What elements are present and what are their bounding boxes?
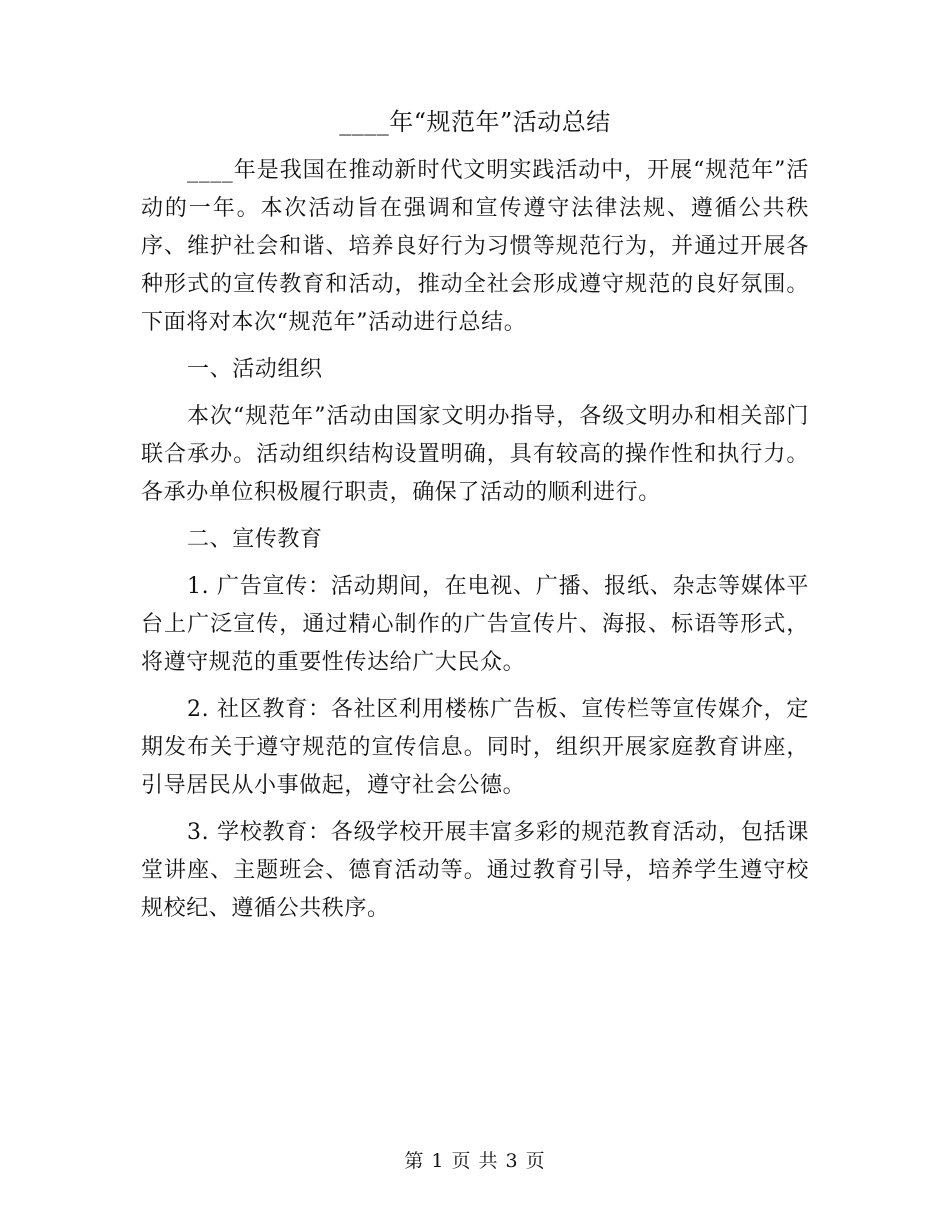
- paragraph-community: 2. 社区教育：各社区利用楼栋广告板、宣传栏等宣传媒介，定期发布关于遵守规范的宣传信息。同时，组织开展家庭教育讲座，引导居民从小事做起，遵守社会公德。: [141, 697, 809, 798]
- paragraph-organization: 本次“规范年”活动由国家文明办指导，各级文明办和相关部门联合承办。活动组织结构设置明确，具有较高的操作性和执行力。各承办单位积极履行职责，确保了活动的顺利进行。: [141, 404, 809, 505]
- section-heading-organization: 一、活动组织: [187, 357, 323, 382]
- document-body: [141, 152, 809, 937]
- section-heading-publicity: 二、宣传教育: [187, 527, 323, 552]
- paragraph-school: 3. 学校教育：各级学校开展丰富多彩的规范教育活动，包括课堂讲座、主题班会、德育活动等。通过教育引导，培养学生遵守校规校纪、遵循公共秩序。: [141, 820, 809, 921]
- document-title: ____年“规范年”活动总结: [339, 108, 611, 136]
- paragraph-advertising: 1. 广告宣传：活动期间，在电视、广播、报纸、杂志等媒体平台上广泛宣传，通过精心制作的广告宣传片、海报、标语等形式，将遵守规范的重要性传达给广大民众。: [141, 574, 809, 675]
- paragraph-intro: ____年是我国在推动新时代文明实践活动中，开展“规范年”活动的一年。本次活动旨在强调和宣传遵守法律法规、遵循公共秩序、维护社会和谐、培养良好行为习惯等规范行为，并通过开展各种形式的宣传教育和活动，推动全社会形成遵守规范的良好氛围。下面将对本次“规范年”活动进行总结。: [141, 158, 809, 335]
- page-number: 第 1 页 共 3 页: [404, 1150, 546, 1172]
